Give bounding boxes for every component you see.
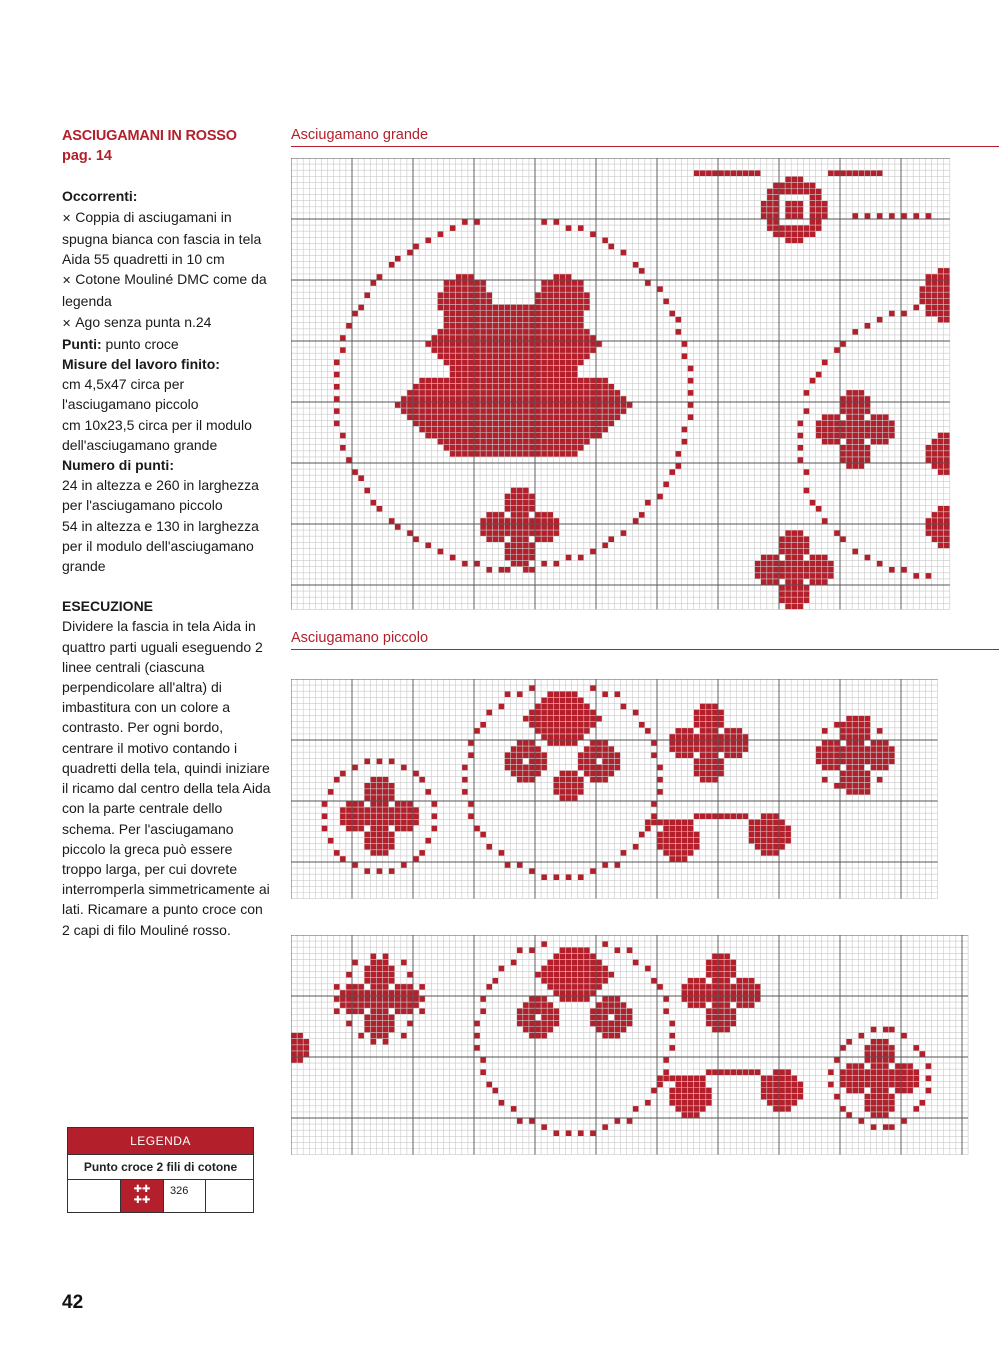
chart-label-grande: Asciugamano grande <box>291 127 429 143</box>
legend-code: 326 <box>164 1180 206 1212</box>
occorrenti-heading: Occorrenti: <box>62 188 138 205</box>
misure-line: cm 10x23,5 circa per il modulo dell'asciugamano grande <box>62 416 252 453</box>
page-number: 42 <box>62 1292 84 1313</box>
numero-line: 24 in altezza e 260 in larghezza per l'asciugamano piccolo <box>62 477 259 514</box>
esecuzione-text: Dividere la fascia in tela Aida in quattro parti uguali eseguendo 2 linee centrali (ciascuna perpendicolare all'altra) di imbastitura con un colore a contrasto. Per ogni bordo, centrare il motivo contando i quadretti della tela, quindi iniziare il ricamo dal centro della tela Aida con la parte centrale dello schema. Per l'asciugamano piccolo la greca può essere troppo larga, per cui dovrete interromperla simmetricamente ai lati. Ricamare a punto croce con 2 capi di filo Mouliné rosso. <box>62 618 271 938</box>
cross-stitch-icon: ✚✚ ✚✚ <box>133 1184 151 1206</box>
punti-label: Punti: <box>62 335 102 352</box>
punti-line <box>62 334 272 354</box>
legend-box <box>67 1127 254 1213</box>
numero-heading: Numero di punti: <box>62 457 174 474</box>
misure-heading: Misure del lavoro finito: <box>62 356 220 373</box>
chart-asciugamano-grande <box>291 158 951 613</box>
chart-rule-grande <box>291 146 999 147</box>
occorrenti-item: ✕ Ago senza punta n.24 <box>62 312 272 334</box>
occorrenti-item: ✕ Coppia di asciugamani in spugna bianca con fascia in tela Aida 55 quadretti in 10 cm <box>62 207 272 270</box>
legend-blank-cell <box>206 1180 253 1212</box>
legend-swatch <box>121 1180 164 1212</box>
chart-asciugamano-piccolo-2 <box>291 935 969 1157</box>
article-title: ASCIUGAMANI IN ROSSO <box>62 128 237 144</box>
esecuzione-heading: ESECUZIONE <box>62 598 154 615</box>
chart-rule-piccolo <box>291 649 999 650</box>
misure-line: cm 4,5x47 circa per l'asciugamano piccolo <box>62 376 199 413</box>
page-reference: pag. 14 <box>62 148 112 165</box>
occorrenti-item: ✕ Cotone Mouliné DMC come da legenda <box>62 269 272 311</box>
legend-subheader: Punto croce 2 fili di cotone <box>68 1154 253 1179</box>
instructions-column <box>62 126 272 940</box>
legend-row <box>68 1179 253 1212</box>
numero-line: 54 in altezza e 130 in larghezza per il modulo dell'asciugamano grande <box>62 517 259 575</box>
legend-blank-cell <box>68 1180 121 1212</box>
legend-header: LEGENDA <box>68 1128 253 1154</box>
punti-value: punto croce <box>105 335 179 352</box>
chart-label-piccolo: Asciugamano piccolo <box>291 630 429 646</box>
chart-asciugamano-piccolo-1 <box>291 679 943 899</box>
